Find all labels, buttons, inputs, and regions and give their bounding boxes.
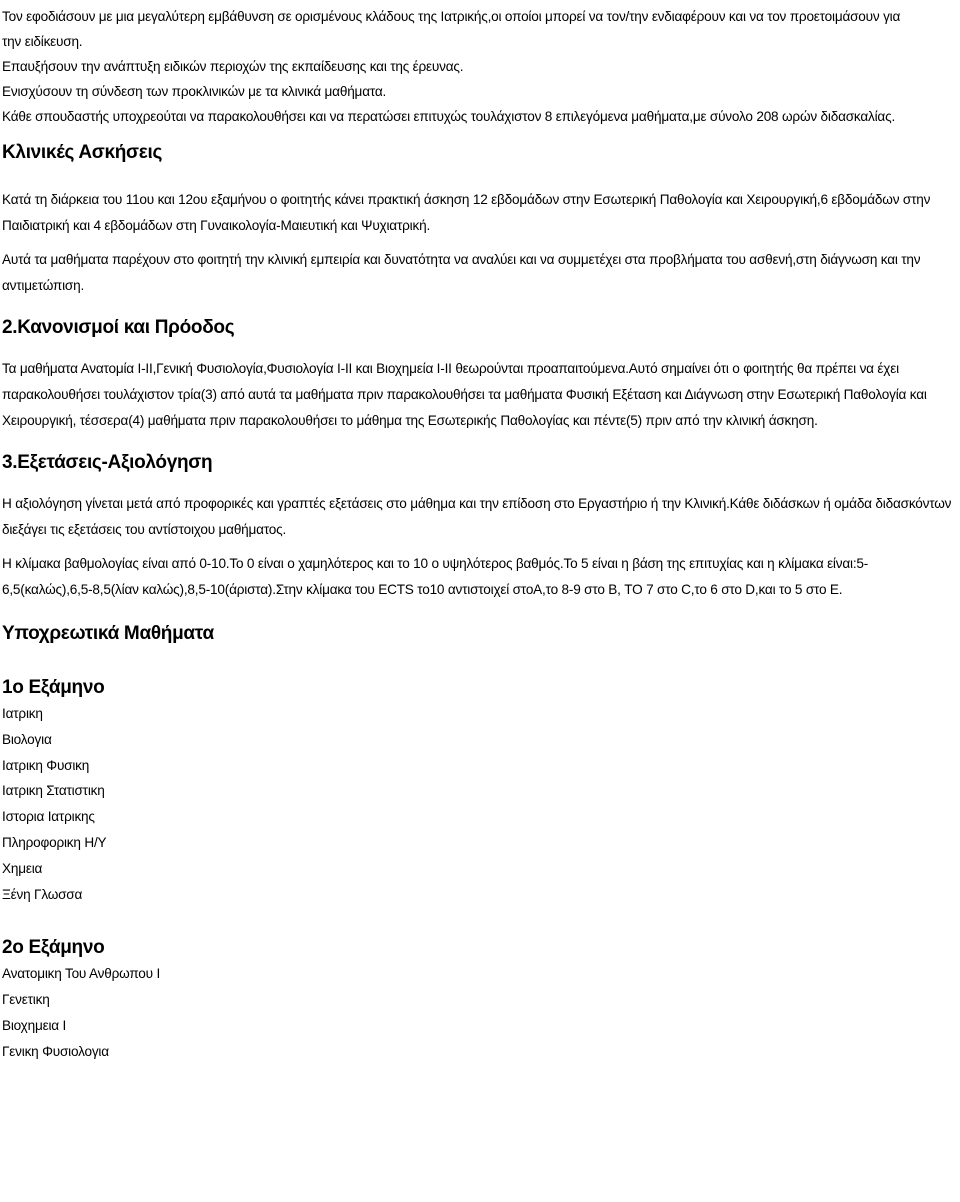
- intro-line: Ενισχύσουν τη σύνδεση των προκλινικών με τα κλινικά μαθήματα.: [2, 84, 387, 99]
- course-item: Πληροφορικη Η/Υ: [2, 834, 107, 850]
- clinical-paragraph: Αυτά τα μαθήματα παρέχουν στο φοιτητή την κλινική εμπειρία και δυνατότητα να αναλύει και να συμμετέχει στα προβλήματα του ασθενή,στη διάγνωση και την αντιμετώπιση.: [2, 252, 921, 293]
- course-item: Γενετικη: [2, 992, 50, 1008]
- mandatory-courses-heading: Υποχρεωτικά Μαθήματα: [2, 623, 214, 644]
- rules-heading: 2.Κανονισμοί και Πρόοδος: [2, 317, 235, 338]
- clinical-paragraph: Κατά τη διάρκεια του 11ου και 12ου εξαμήνου ο φοιτητής κάνει πρακτική άσκηση 12 εβδομάδων στην Εσωτερική Παθολογία και Χειρουργική,6 εβδομάδων στην Παιδιατρική και 4 εβδομάδων στη Γυναικολογία-Μαιευτική και Ψυχιατρική.: [2, 192, 931, 233]
- exams-paragraph: Η αξιολόγηση γίνεται μετά από προφορικές και γραπτές εξετάσεις στο μάθημα και την επίδοση στο Εργαστήριο ή την Κλινική.Κάθε διδάσκων ή ομάδα διδασκόντων διεξάγει τις εξετάσεις του αντίστοιχου μαθήματος.: [2, 496, 952, 537]
- intro-line: την ειδίκευση.: [2, 34, 83, 49]
- grading-paragraph: Η κλίμακα βαθμολογίας είναι από 0-10.Το 0 είναι ο χαμηλότερος και το 10 ο υψηλότερος βαθμός.Το 5 είναι η βάση της επιτυχίας και η κλίμακα είναι:5-6,5(καλώς),6,5-8,5(λίαν καλώς),8,5-10(άριστα).Στην κλίμακα του ECTS το10 αντιστοιχεί στοA,το 8-9 στο B, ΤΟ 7 στο C,το 6 στο D,και το 5 στο E.: [2, 556, 869, 597]
- intro-text: [2, 0, 958, 129]
- semester-2-course-list: [2, 961, 958, 1064]
- rules-paragraph: Τα μαθήματα Ανατομία I-II,Γενική Φυσιολογία,Φυσιολογία I-II και Βιοχημεία I-II θεωρούνται προαπαιτούμενα.Αυτό σημαίνει ότι ο φοιτητής θα πρέπει να έχει παρακολουθήσει τουλάχιστον τρία(3) από αυτά τα μαθήματα πριν παρακολουθήσει τα μαθήματα Φυσική Εξέταση και Διάγνωση στην Εσωτερική Παθολογία και Χειρουργική, τέσσερα(4) μαθήματα πριν παρακολουθήσει το μάθημα της Εσωτερικής Παθολογίας και πέντε(5) πριν από την κλινική άσκηση.: [2, 361, 927, 428]
- course-item: Βιολογια: [2, 731, 52, 747]
- course-item: Ξένη Γλωσσα: [2, 886, 83, 902]
- course-item: Ανατομικη Του Ανθρωπου Ι: [2, 966, 161, 982]
- semester-1-course-list: [2, 701, 958, 907]
- course-item: Γενικη Φυσιολογια: [2, 1043, 109, 1059]
- course-item: Βιοχημεια Ι: [2, 1017, 67, 1033]
- course-item: Ιστορια Ιατρικης: [2, 809, 95, 825]
- exams-heading: 3.Εξετάσεις-Αξιολόγηση: [2, 452, 213, 473]
- intro-line: Επαυξήσουν την ανάπτυξη ειδικών περιοχών της εκπαίδευσης και της έρευνας.: [2, 59, 464, 74]
- intro-line: Κάθε σπουδαστής υποχρεούται να παρακολουθήσει και να περατώσει επιτυχώς τουλάχιστον 8 επιλεγόμενα μαθήματα,με σύνολο 208 ωρών διδασκαλίας.: [2, 109, 896, 124]
- semester-2-heading: 2ο Εξάμηνο: [2, 937, 105, 959]
- clinical-heading: Κλινικές Ασκήσεις: [2, 142, 163, 163]
- course-item: Ιατρικη: [2, 706, 43, 721]
- course-item: Ιατρικη Στατιστικη: [2, 783, 105, 799]
- semester-1-heading: 1ο Εξάμηνο: [2, 677, 105, 698]
- course-item: Χημεια: [2, 860, 43, 876]
- intro-line: Τον εφοδιάσουν με μια μεγαλύτερη εμβάθυνση σε ορισμένους κλάδους της Ιατρικής,οι οποίοι μπορεί να τον/την ενδιαφέρουν και να τον προετοιμάσουν για: [2, 9, 901, 24]
- course-item: Ιατρικη Φυσικη: [2, 757, 90, 773]
